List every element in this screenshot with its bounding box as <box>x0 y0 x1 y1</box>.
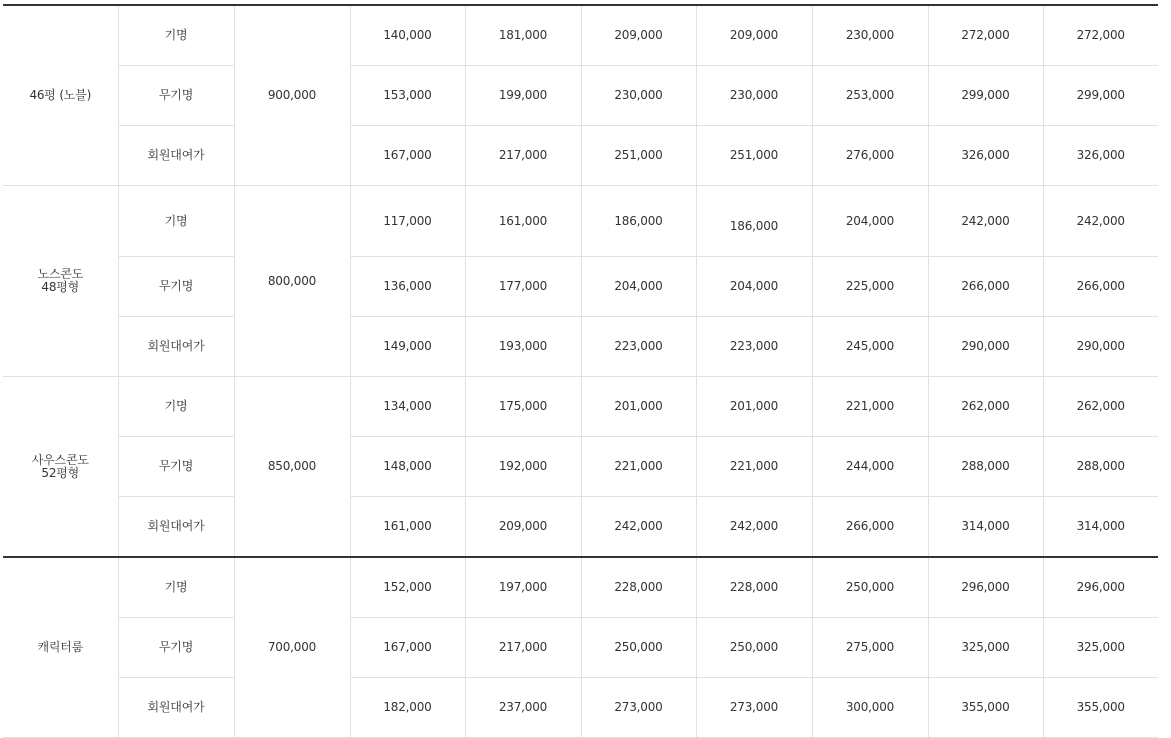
room-name-cell <box>3 5 118 186</box>
price-cell: 355,000 <box>928 678 1043 738</box>
price-cell: 242,000 <box>696 497 812 558</box>
price-cell: 167,000 <box>350 126 465 186</box>
price-cell: 177,000 <box>465 257 581 317</box>
price-cell: 242,000 <box>928 186 1043 257</box>
price-cell: 273,000 <box>696 678 812 738</box>
room-name: 캐릭터룸 <box>37 640 84 654</box>
price-cell: 230,000 <box>581 66 696 126</box>
price-cell: 266,000 <box>1043 257 1158 317</box>
price-cell: 221,000 <box>696 437 812 497</box>
price-cell: 244,000 <box>812 437 928 497</box>
price-cell: 209,000 <box>696 5 812 66</box>
table-row <box>3 186 1158 257</box>
price-cell: 296,000 <box>1043 557 1158 618</box>
price-cell: 161,000 <box>350 497 465 558</box>
price-cell: 325,000 <box>928 618 1043 678</box>
deposit-cell: 900,000 <box>234 5 350 186</box>
member-type-cell: 회원대여가 <box>118 317 234 377</box>
price-cell: 276,000 <box>812 126 928 186</box>
member-type-cell: 회원대여가 <box>118 126 234 186</box>
price-cell: 288,000 <box>928 437 1043 497</box>
room-name-cell <box>3 186 118 377</box>
price-cell: 204,000 <box>696 257 812 317</box>
room-size: 48평형 <box>41 280 80 294</box>
price-cell: 262,000 <box>928 377 1043 437</box>
price-cell: 140,000 <box>350 5 465 66</box>
room-name-cell <box>3 557 118 738</box>
table-row <box>3 377 1158 437</box>
price-cell: 136,000 <box>350 257 465 317</box>
price-cell: 223,000 <box>581 317 696 377</box>
price-cell: 217,000 <box>465 618 581 678</box>
price-cell: 245,000 <box>812 317 928 377</box>
price-cell: 290,000 <box>1043 317 1158 377</box>
price-cell: 153,000 <box>350 66 465 126</box>
member-type-cell: 기명 <box>118 377 234 437</box>
price-cell: 230,000 <box>696 66 812 126</box>
price-cell: 326,000 <box>1043 126 1158 186</box>
room-size: 52평형 <box>41 465 80 480</box>
member-type-cell: 회원대여가 <box>118 678 234 738</box>
price-cell: 149,000 <box>350 317 465 377</box>
price-cell: 237,000 <box>465 678 581 738</box>
price-cell: 167,000 <box>350 618 465 678</box>
price-cell: 250,000 <box>696 618 812 678</box>
price-cell: 209,000 <box>581 5 696 66</box>
member-type-cell: 회원대여가 <box>118 497 234 558</box>
member-type-cell: 무기명 <box>118 257 234 317</box>
room-name-cell <box>3 377 118 558</box>
price-cell: 314,000 <box>928 497 1043 558</box>
room-group-character-room <box>3 557 1158 738</box>
price-cell: 152,000 <box>350 557 465 618</box>
price-cell: 217,000 <box>465 126 581 186</box>
price-cell: 192,000 <box>465 437 581 497</box>
deposit-cell: 850,000 <box>234 377 350 558</box>
member-type-cell: 기명 <box>118 557 234 618</box>
price-cell: 228,000 <box>696 557 812 618</box>
price-cell: 182,000 <box>350 678 465 738</box>
room-name: 노스콘도 <box>37 267 84 281</box>
member-type-cell: 기명 <box>118 186 234 257</box>
room-group-south-condo <box>3 377 1158 558</box>
price-cell: 197,000 <box>465 557 581 618</box>
member-type-cell: 무기명 <box>118 66 234 126</box>
price-cell: 186,000 <box>696 186 812 257</box>
price-cell: 275,000 <box>812 618 928 678</box>
price-cell: 299,000 <box>928 66 1043 126</box>
price-cell: 266,000 <box>812 497 928 558</box>
table-row <box>3 257 1158 317</box>
table-row <box>3 557 1158 618</box>
price-cell: 223,000 <box>696 317 812 377</box>
price-cell: 253,000 <box>812 66 928 126</box>
price-cell: 148,000 <box>350 437 465 497</box>
price-cell: 300,000 <box>812 678 928 738</box>
price-cell: 228,000 <box>581 557 696 618</box>
price-cell: 355,000 <box>1043 678 1158 738</box>
price-cell: 204,000 <box>812 186 928 257</box>
price-cell: 201,000 <box>581 377 696 437</box>
table-row <box>3 437 1158 497</box>
table-row <box>3 618 1158 678</box>
room-group-north-condo <box>3 186 1158 377</box>
price-cell: 204,000 <box>581 257 696 317</box>
price-cell: 272,000 <box>928 5 1043 66</box>
price-cell: 272,000 <box>1043 5 1158 66</box>
price-cell: 230,000 <box>812 5 928 66</box>
table-row <box>3 5 1158 66</box>
price-cell: 161,000 <box>465 186 581 257</box>
price-cell: 209,000 <box>465 497 581 558</box>
price-cell: 296,000 <box>928 557 1043 618</box>
room-name: 46평 (노블) <box>29 88 92 102</box>
price-cell: 181,000 <box>465 5 581 66</box>
member-type-cell: 무기명 <box>118 437 234 497</box>
price-cell: 314,000 <box>1043 497 1158 558</box>
price-cell: 288,000 <box>1043 437 1158 497</box>
price-cell: 225,000 <box>812 257 928 317</box>
deposit-cell: 800,000 <box>234 186 350 377</box>
member-type-cell: 기명 <box>118 5 234 66</box>
table-row <box>3 126 1158 186</box>
deposit-cell: 700,000 <box>234 557 350 738</box>
price-cell: 250,000 <box>812 557 928 618</box>
room-name: 사우스콘도 <box>31 452 89 467</box>
price-cell: 186,000 <box>581 186 696 257</box>
table-row <box>3 66 1158 126</box>
table-row <box>3 317 1158 377</box>
price-cell: 117,000 <box>350 186 465 257</box>
price-cell: 193,000 <box>465 317 581 377</box>
price-cell: 266,000 <box>928 257 1043 317</box>
price-cell: 251,000 <box>696 126 812 186</box>
member-type-cell: 무기명 <box>118 618 234 678</box>
table-row <box>3 678 1158 738</box>
price-cell: 273,000 <box>581 678 696 738</box>
room-group-46-noble <box>3 5 1158 186</box>
price-cell: 242,000 <box>1043 186 1158 257</box>
price-cell: 221,000 <box>812 377 928 437</box>
price-cell: 175,000 <box>465 377 581 437</box>
price-cell: 251,000 <box>581 126 696 186</box>
price-cell: 199,000 <box>465 66 581 126</box>
price-cell: 290,000 <box>928 317 1043 377</box>
price-cell: 326,000 <box>928 126 1043 186</box>
table-row <box>3 497 1158 558</box>
price-cell: 201,000 <box>696 377 812 437</box>
price-cell: 134,000 <box>350 377 465 437</box>
price-cell: 262,000 <box>1043 377 1158 437</box>
price-cell: 242,000 <box>581 497 696 558</box>
price-cell: 221,000 <box>581 437 696 497</box>
price-cell: 299,000 <box>1043 66 1158 126</box>
price-cell: 250,000 <box>581 618 696 678</box>
rate-table <box>3 4 1158 738</box>
price-cell: 325,000 <box>1043 618 1158 678</box>
